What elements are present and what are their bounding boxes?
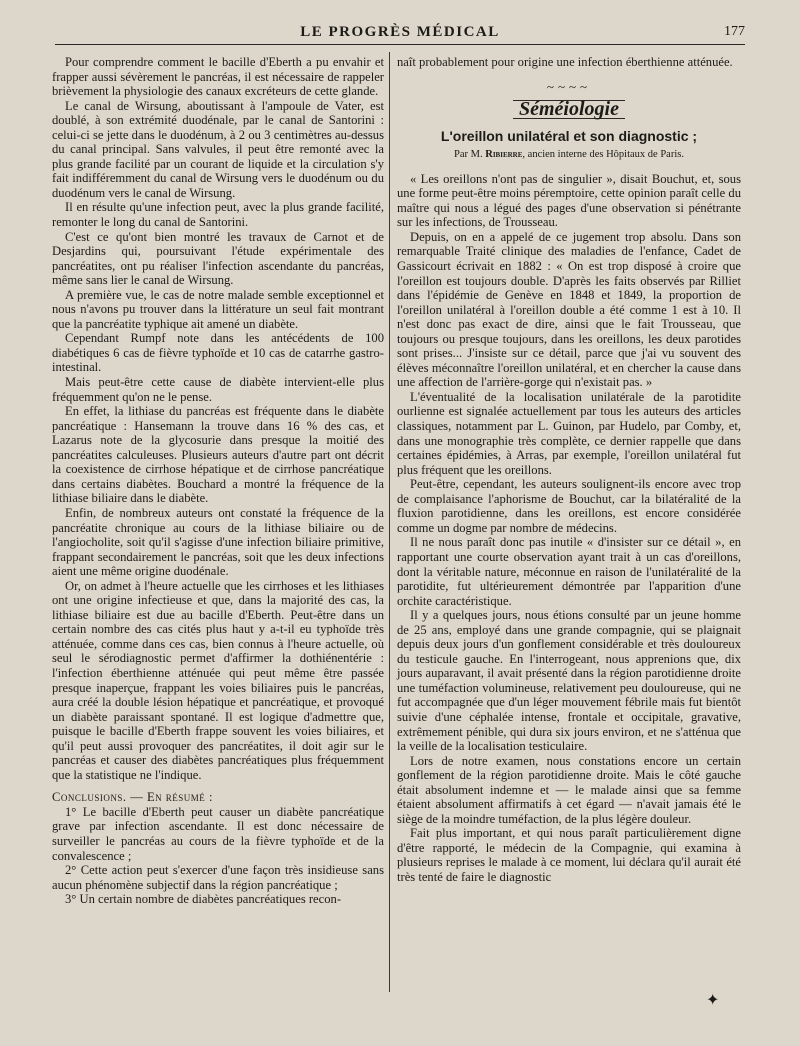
running-header xyxy=(55,24,745,45)
conclusion-item: 1° Le bacille d'Eberth peut causer un diabète pancréatique grave par infection ascendante. Il est donc nécessaire de surveiller le pancréas au cours de la fièvre typhoïde et de la convalescence ; xyxy=(52,804,384,863)
paragraph: Peut-être, cependant, les auteurs soulignent-ils encore avec trop de complaisance l'aphorisme de Bouchut, car la bilatéralité de la fluxion parotidienne, dans les oreillons, est encore considérée comme un dogme par nombre de médecins. xyxy=(397,477,741,535)
byline xyxy=(397,148,741,163)
conclusion-item: 3° Un certain nombre de diabètes pancréatiques recon- xyxy=(65,892,342,907)
end-ornament: ✦ xyxy=(706,992,720,1009)
paragraph: Or, on admet à l'heure actuelle que les cirrhoses et les lithiases ont une origine infectieuse et que, dans la majorité des cas, la lithiase biliaire est due au bacille d'Eberth. Peut-être dans un certain nombre des cas cités plus haut y a-t-il eu typhoïde très atténuée, comme dans ces cas, bien connus à l'heure actuelle, où seul le sérodiagnostic permet d'affirmer la dothiénentérie : l'infection éberthienne atténuée qui peut même être passée presque inaperçue, frappant les voies biliaires puis le pancréas, aura créé la double lésion hépatique et pancréatique, et provoqué un diabète paraissant spontané. Il est logique d'admettre que, puisque le bacille d'Eberth frappe souvent les voies biliaires, et qu'il peut aussi provoquer des pancréatites, il doit agir sur le pancréas et causer des diabètes pancréatiques plus fréquemment que la statistique ne l'indique. xyxy=(52,578,384,782)
left-column xyxy=(52,55,384,907)
paragraph: Enfin, de nombreux auteurs ont constaté la fréquence de la pancréatite chronique au cours de la lithiase biliaire ou de l'angiocholite, soit qu'il s'agisse d'une infection biliaire primitive, frappant secondairement le pancréas, soit que les deux infections aient une même origine duodénale. xyxy=(52,505,384,579)
paragraph: Il ne nous paraît donc pas inutile « d'insister sur ce détail », en rapportant une courte observation ayant trait à un cas d'oreillons, dont la véritable nature, méconnue en raison de l'unilatéralité de la parotidite, fut ultérieurement démontrée par l'apparition d'une orchite caractéristique. xyxy=(397,535,741,608)
conclusion-item: 2° Cette action peut s'exercer d'une façon très insidieuse sans aucun phénomène subjectif dans la région pancréatique ; xyxy=(52,863,384,892)
byline-author: Ribierre xyxy=(485,149,523,161)
section-title: Séméiologie xyxy=(513,100,625,119)
paragraph: Cependant Rumpf note dans les antécédents de 100 diabétiques 6 cas de fièvre typhoïde et 10 cas de catarrhe gastro-intestinal. xyxy=(52,331,384,375)
paragraph: C'est ce qu'ont bien montré les travaux de Carnot et de Desjardins qui, poursuivant l'étude expérimentale des pancréatites, ont pu réaliser l'infection ascendante du pancréas, même sans lier le canal de Wirsung. xyxy=(52,229,384,288)
section-heading xyxy=(397,100,741,119)
article-title: L'oreillon unilatéral et son diagnostic ; xyxy=(440,127,698,144)
paragraph: Pour comprendre comment le bacille d'Eberth a pu envahir et frapper aussi sévèrement le pancréas, il est nécessaire de rappeler brièvement la physiologie des canaux excréteurs de cette glande. xyxy=(52,55,384,99)
paragraph: L'éventualité de la localisation unilatérale de la parotidite ourlienne est signalée actuellement par tous les auteurs des articles classiques, notamment par L. Guinon, par Hudelo, par Comby, et, dans une monographie très complète, ce dernier rappelle que dans certaines épidémies, à Arras, par exemple, l'oreillon unilatéral fut plus fréquent que les oreillons. xyxy=(397,389,741,477)
byline-prefix: Par M. xyxy=(454,149,483,161)
paragraph: Le canal de Wirsung, aboutissant à l'ampoule de Vater, est doublé, à son extrémité duodénale, par le canal de Santorini : celui-ci se jette dans le duodénum, à 2 ou 3 centimètres au-dessus du canal principal. Sans valvules, il peut être remonté avec la plus grande facilité par un courant de liquide et la circulation s'y fait indifféremment du canal de Wirsung vers le duodénum ou du duodénum vers le canal de Wirsung. xyxy=(52,98,384,200)
journal-title: LE PROGRÈS MÉDICAL xyxy=(300,24,500,40)
paragraph: Il en résulte qu'une infection peut, avec la plus grande facilité, remonter le long du canal de Santorini. xyxy=(52,200,384,230)
page-number: 177 xyxy=(724,24,745,39)
paragraph: Mais peut-être cette cause de diabète intervient-elle plus fréquemment qu'on ne le pense. xyxy=(52,375,384,404)
paragraph: Il y a quelques jours, nous étions consulté par un jeune homme de 25 ans, employé dans une grande compagnie, qui se plaignait depuis deux jours d'un gonflement considérable et très douloureux du testicule gauche. En l'interrogeant, nous apprenions que, dix jours auparavant, il avait présenté dans la région parotidienne droite une tuméfaction volumineuse, relativement peu douloureuse, qui ne fut accompagnée que d'un léger mouvement fébrile mais fut bientôt suivie d'une céphalée intense, frontale et occipitale, gravative, extrêmement pénible, qui dura six jours environ, et ne s'atténua que la veille de la localisation testiculaire. xyxy=(397,608,741,754)
swash-ornament: ~~~~ xyxy=(546,78,592,94)
paragraph: A première vue, le cas de notre malade semble exceptionnel et nous n'avons pu trouver dans la littérature un seul fait montrant que la pancréatite typhique ait amené un diabète. xyxy=(52,287,384,331)
paragraph: « Les oreillons n'ont pas de singulier », disait Bouchut, et, sous une forme peut-être moins péremptoire, cette opinion paraît celle du maître qui nous a légué des pages d'une observation si pénétrante sur les infections, de Trousseau. xyxy=(397,171,741,230)
paragraph: Depuis, on en a appelé de ce jugement trop absolu. Dans son remarquable Traité clinique des maladies de l'enfance, Cadet de Gassicourt écrivait en 1882 : « On est trop disposé à croire que l'oreillon est toujours double. D'après les faits observés par Rilliet dans l'épidémie de Genève en 1848 et 1849, la proportion de l'oreillon unilatéral à l'oreillon double a été comme 1 est à 10. Il n'est donc pas exact de dire, ainsi que le fait Trousseau, que toujours ou presque toujours, dans les oreillons, les deux parotides sont prises... J'insiste sur ce détail, parce que j'ai vu souvent des élèves méconnaître l'oreillon unilatéral, et en chercher la cause dans une affection de l'arrière-gorge qui n'existait pas. » xyxy=(397,229,741,390)
paragraph: Fait plus important, et qui nous paraît particulièrement digne d'être rapporté, le médecin de la Compagnie, qui examina à plusieurs reprises le malade à ce moment, lui déclara qu'il aurait été très tenté de faire le diagnostic xyxy=(397,826,741,884)
column-divider xyxy=(389,52,390,992)
conclusions-heading: Conclusions. — En résumé : xyxy=(52,790,213,805)
paragraph: Lors de notre examen, nous constations encore un certain gonflement de la région parotidienne droite. Mais le côté gauche était absolument indemne et — le malade ainsi que sa femme étaient absolument affirmatifs à cet égard — n'avait jamais été le siège de la moindre tuméfaction, de la plus légère douleur. xyxy=(397,753,741,826)
continuation-text: naît probablement pour origine une infection éberthienne atténuée. xyxy=(397,55,733,69)
right-column xyxy=(397,55,741,885)
byline-suffix: , ancien interne des Hôpitaux de Paris. xyxy=(522,149,684,161)
paragraph: En effet, la lithiase du pancréas est fréquente dans le diabète pancréatique : Hansemann la trouve dans 16 % des cas, et Lazarus note de la glycosurie dans presque la moitié des pancréatites calculeuses. Plusieurs auteurs d'autre part ont décrit la coexistence de cirrhose hépatique et de cirrhose pancréatique dans certains diabètes. Bouchard a montré la fréquence de la lithiase biliaire dans le diabète. xyxy=(52,404,384,506)
